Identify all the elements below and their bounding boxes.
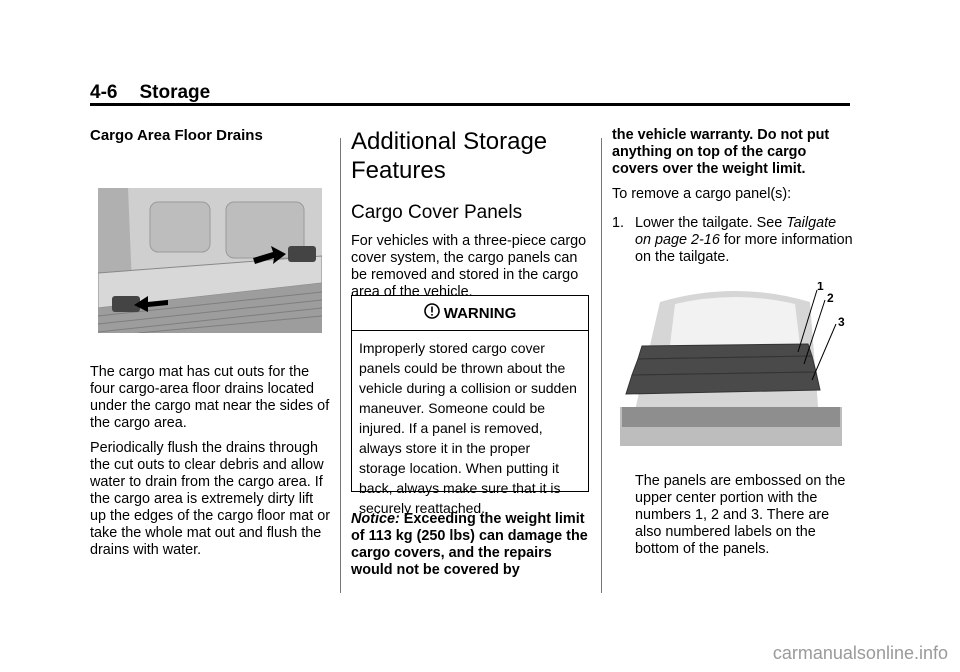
section-heading-line1: Additional Storage xyxy=(351,128,548,155)
remove-panel-intro: To remove a cargo panel(s): xyxy=(612,186,792,202)
warning-text: Improperly stored cargo cover panels could be thrown about the vehicle during a collision or sudden maneuver. Someone could be injured. If a panel is removed, always store it in the proper storage location. When putting it back, always make sure that it is securely reattached. xyxy=(359,340,577,516)
caption-text: The panels are embossed on the upper center portion with the numbers 1, 2 and 3. There are also numbered labels on the bottom of the panels. xyxy=(635,473,846,557)
panel-caption xyxy=(635,473,853,566)
watermark: carmanualsonline.info xyxy=(772,643,948,663)
section-heading-line2: Features xyxy=(351,157,446,184)
step-text-pre: Lower the tailgate. See xyxy=(635,215,783,231)
floor-drains-heading: Cargo Area Floor Drains xyxy=(90,127,263,144)
cargo-cover-photo xyxy=(620,282,850,446)
tailgate-link[interactable]: Tailgate on page 2-16 xyxy=(635,215,837,248)
floor-drain-photo xyxy=(98,188,322,333)
left-column xyxy=(90,127,330,144)
notice-label: Notice: xyxy=(351,511,400,527)
left-body xyxy=(90,364,330,567)
page-number: 4-6 xyxy=(90,82,118,103)
step-number: 1. xyxy=(612,215,625,231)
column-divider-2 xyxy=(601,138,602,593)
callout-1: 1 xyxy=(817,282,824,293)
warning-title: WARNING xyxy=(443,304,517,322)
notice-text: Exceeding the weight limit of 113 kg (250 lbs) can damage the cargo covers, and the repairs would not be covered by xyxy=(351,511,588,578)
cargo-cover-heading: Cargo Cover Panels xyxy=(351,202,523,223)
right-column xyxy=(612,127,852,211)
page-header xyxy=(90,82,210,104)
warranty-continued: the vehicle warranty. Do not put anything on top of the cargo covers over the weight limit. xyxy=(612,127,830,177)
section-title: Storage xyxy=(139,82,211,103)
column-divider-1 xyxy=(340,138,341,593)
header-rule xyxy=(90,103,850,106)
drain-paragraph-1: The cargo mat has cut outs for the four cargo-area floor drains located under the cargo mat near the sides of the cargo area. xyxy=(90,364,330,431)
step-1 xyxy=(612,215,855,266)
warning-icon xyxy=(424,303,440,324)
middle-column xyxy=(351,127,591,309)
warning-header xyxy=(352,296,588,331)
drain-paragraph-2: Periodically flush the drains through the cut outs to clear debris and allow water to drain from the cargo area. If the cargo area is extremely dirty lift up the edges of the cargo floor mat or take the whole mat out and flush the drains with water. xyxy=(90,440,330,558)
step-text-post: for more information on the tailgate. xyxy=(635,232,853,265)
callout-2: 2 xyxy=(827,291,834,305)
notice xyxy=(351,511,591,579)
callout-3: 3 xyxy=(838,315,845,329)
warning-box xyxy=(351,295,589,516)
cargo-cover-intro: For vehicles with a three-piece cargo cover system, the cargo panels can be removed and stored in the cargo area of the vehicle. xyxy=(351,233,587,300)
